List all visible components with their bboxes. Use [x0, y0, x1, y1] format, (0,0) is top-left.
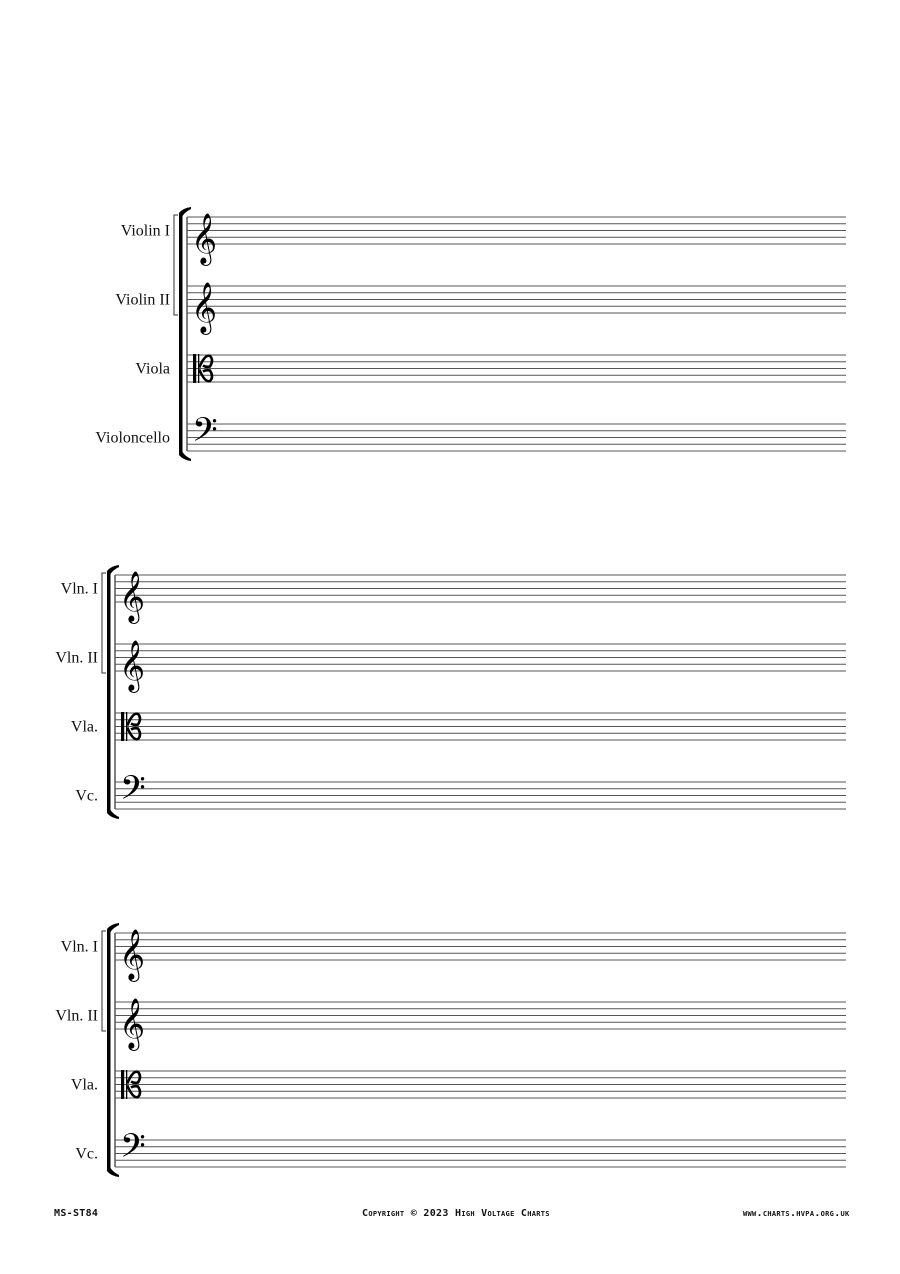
- bass-clef-icon: 𝄢: [120, 1127, 146, 1174]
- treble-clef-icon: 𝄞: [119, 571, 146, 622]
- alto-clef-stroke: [126, 712, 127, 741]
- instrument-label: Vla.: [70, 1076, 98, 1094]
- treble-clef-icon: 𝄞: [119, 929, 146, 980]
- alto-clef-stroke: [121, 712, 124, 741]
- violin-sub-bracket: [174, 215, 178, 315]
- instrument-label: Viola: [135, 360, 170, 378]
- alto-clef-stroke: [198, 354, 199, 383]
- instrument-label: Violoncello: [95, 429, 170, 447]
- treble-clef-icon: 𝄞: [191, 213, 218, 264]
- instrument-label: Vc.: [75, 1145, 98, 1163]
- instrument-label: Vln. I: [60, 580, 98, 598]
- system-bracket: [107, 929, 111, 1171]
- instrument-label: Violin I: [120, 222, 170, 240]
- system-bracket: [107, 571, 111, 813]
- violin-sub-bracket: [102, 931, 106, 1031]
- violin-sub-bracket: [102, 573, 106, 673]
- instrument-label: Vln. II: [55, 649, 98, 667]
- treble-clef-icon: 𝄞: [119, 640, 146, 691]
- footer-website[interactable]: www.charts.hvpa.org.uk: [743, 1208, 850, 1219]
- footer-code: MS-ST84: [54, 1208, 99, 1219]
- instrument-label: Vc.: [75, 787, 98, 805]
- instrument-label: Vln. II: [55, 1007, 98, 1025]
- bass-clef-icon: 𝄢: [120, 769, 146, 816]
- instrument-label: Vla.: [70, 718, 98, 736]
- alto-clef-stroke: [126, 1070, 127, 1099]
- system-bracket: [179, 213, 183, 455]
- treble-clef-icon: 𝄞: [119, 998, 146, 1049]
- alto-clef-stroke: [121, 1070, 124, 1099]
- alto-clef-stroke: [193, 354, 196, 383]
- treble-clef-icon: 𝄞: [191, 282, 218, 333]
- instrument-label: Violin II: [115, 291, 170, 309]
- bass-clef-icon: 𝄢: [192, 411, 218, 458]
- footer-copyright: Copyright © 2023 High Voltage Charts: [362, 1208, 550, 1219]
- instrument-label: Vln. I: [60, 938, 98, 956]
